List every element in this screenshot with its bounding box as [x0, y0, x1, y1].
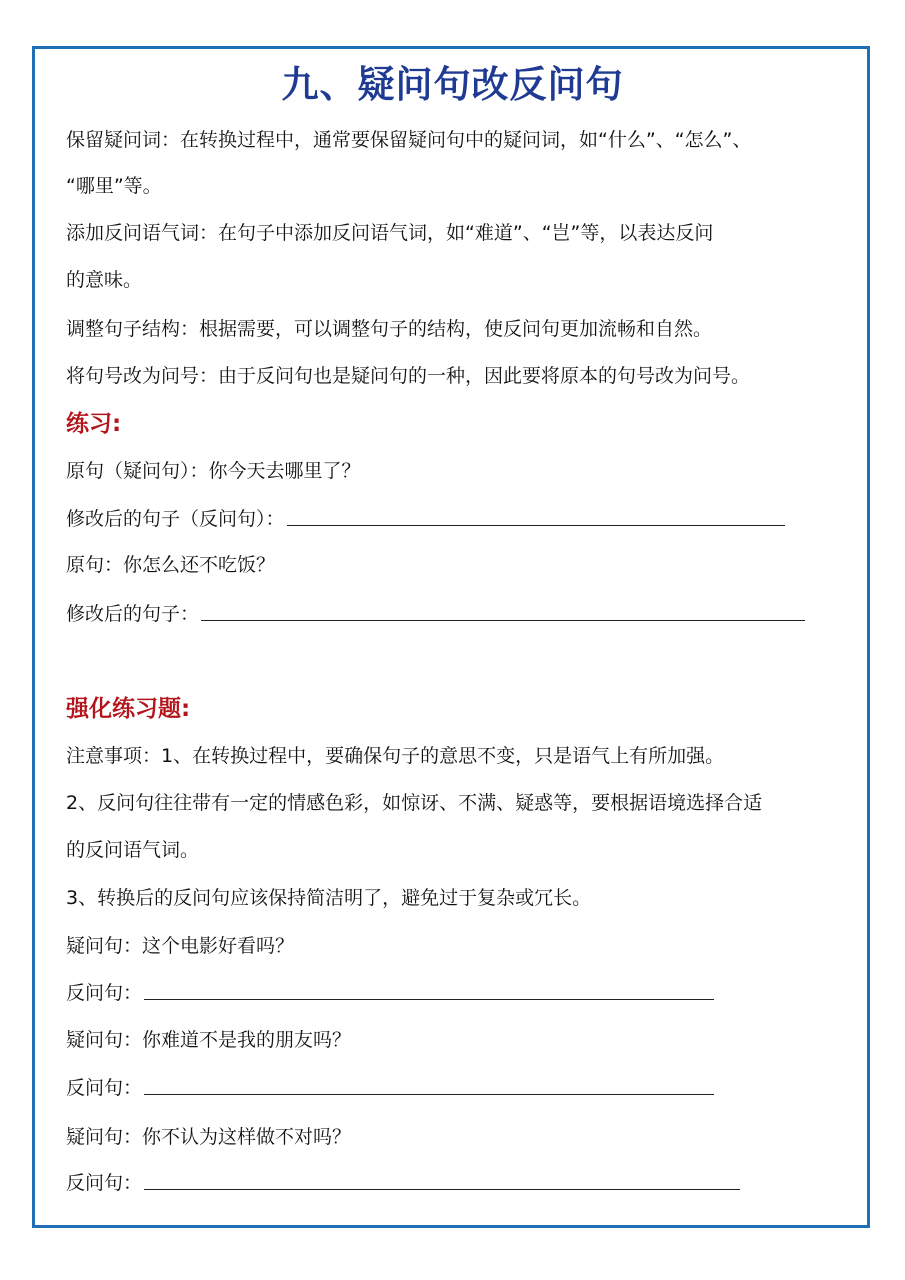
intro-paragraph-4: 将句号改为问号：由于反问句也是疑问句的一种，因此要将原本的句号改为问号。 — [66, 365, 751, 387]
question-2: 疑问句：你难道不是我的朋友吗？ — [66, 1029, 352, 1051]
note-2-line-1: 2、反问句往往带有一定的情感色彩，如惊讶、不满、疑惑等，要根据语境选择合适 — [66, 792, 763, 814]
note-3: 3、转换后的反问句应该保持简洁明了，避免过于复杂或冗长。 — [66, 887, 592, 909]
intro-paragraph-1-line-2: “哪里”等。 — [66, 175, 162, 197]
intro-paragraph-2-line-1: 添加反问语气词：在句子中添加反问语气词，如“难道”、“岂”等，以表达反问 — [66, 222, 714, 244]
note-2-line-2: 的反问语气词。 — [66, 839, 200, 861]
practice-answer-row-1 — [66, 502, 785, 532]
answer-blank-line[interactable] — [144, 1093, 714, 1095]
question-1: 疑问句：这个电影好看吗？ — [66, 935, 295, 957]
practice-heading: 练习: — [66, 411, 122, 437]
answer-row-3 — [66, 1166, 740, 1196]
intro-paragraph-1-line-1: 保留疑问词：在转换过程中，通常要保留疑问句中的疑问词，如“什么”、“怎么”、 — [66, 129, 752, 151]
answer-blank-line[interactable] — [144, 1188, 740, 1190]
practice-revised-label-1: 修改后的句子（反问句）： — [66, 508, 285, 530]
answer-row-1 — [66, 976, 714, 1006]
answer-blank-line[interactable] — [144, 998, 714, 1000]
answer-blank-line[interactable] — [287, 524, 785, 526]
page-title: 九、疑问句改反问句 — [281, 63, 624, 106]
note-1: 注意事项：1、在转换过程中，要确保句子的意思不变，只是语气上有所加强。 — [66, 745, 725, 767]
rhetorical-label-1: 反问句： — [66, 982, 143, 1004]
practice-original-sentence-1: 原句（疑问句）：你今天去哪里了？ — [66, 460, 361, 482]
advanced-heading: 强化练习题: — [66, 696, 191, 722]
practice-revised-label-2: 修改后的句子： — [66, 603, 200, 625]
intro-paragraph-2-line-2: 的意味。 — [66, 269, 143, 291]
practice-original-sentence-2: 原句：你怎么还不吃饭？ — [66, 554, 276, 576]
answer-blank-line[interactable] — [201, 619, 805, 621]
rhetorical-label-3: 反问句： — [66, 1172, 143, 1194]
intro-paragraph-3: 调整句子结构：根据需要，可以调整句子的结构，使反问句更加流畅和自然。 — [66, 318, 713, 340]
rhetorical-label-2: 反问句： — [66, 1077, 143, 1099]
question-3: 疑问句：你不认为这样做不对吗？ — [66, 1126, 352, 1148]
answer-row-2 — [66, 1071, 714, 1101]
practice-answer-row-2 — [66, 597, 805, 627]
